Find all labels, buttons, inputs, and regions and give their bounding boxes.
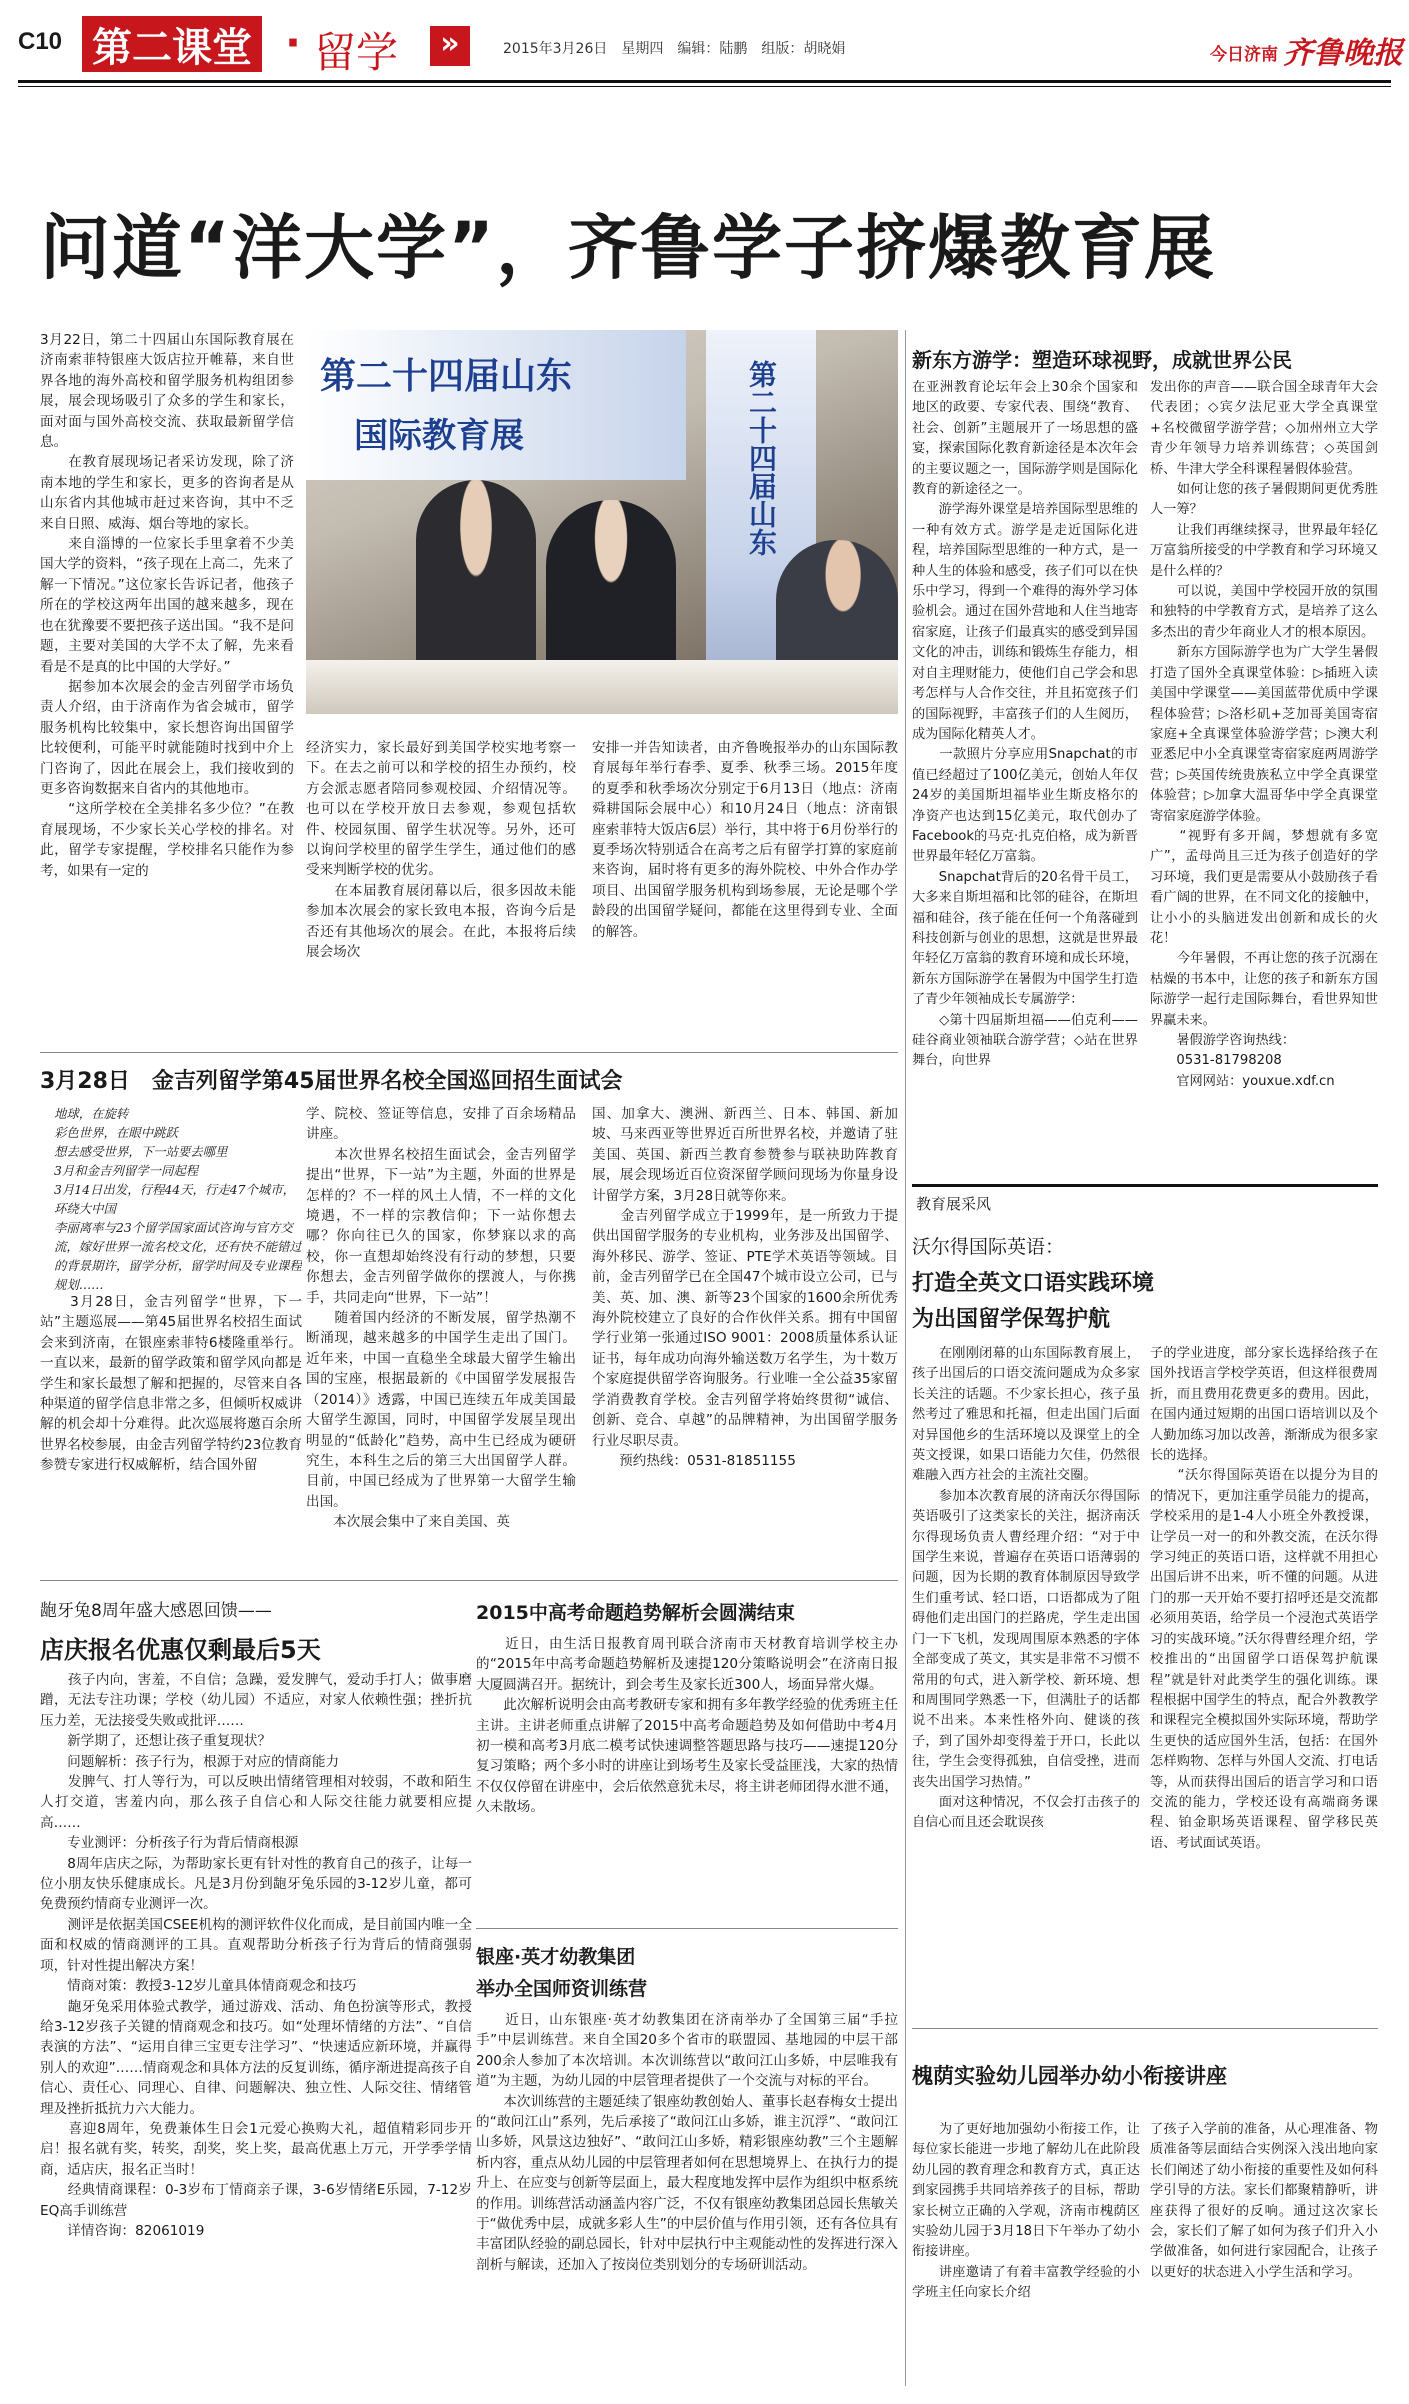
wall-title1: 打造全英文口语实践环境	[912, 1271, 1155, 1296]
jjl-col1: 3月28日，金吉列留学“世界，下一站”主题巡展——第45届世界名校招生面试会来到济南，在银座索菲特6楼隆重举行。一直以来，最新的留学政策和留学风向都是学生和家长最想了解和把握的，尽管来自各种渠道的留学信息非常之多，但倾听权威讲解的机会却十分难得。此次巡展将邀百余所世界名校参展，由金吉列留学特约23位教育参赞专家进行权威解析，结合国外留	[40, 1294, 302, 1474]
baya-kicker: 龅牙兔8周年盛大感恩回馈——	[40, 1601, 272, 1621]
yinzuo-rule	[476, 1928, 898, 1929]
photo-table	[306, 660, 898, 714]
baya-title: 店庆报名优惠仅剩最后5天	[40, 1636, 321, 1664]
jiaoyu-label-box	[912, 1184, 1378, 1214]
date-line: 2015年3月26日 星期四 编辑：陆鹏 组版：胡晓娟	[503, 41, 846, 57]
brand-logo: 齐鲁晚报	[1283, 36, 1403, 71]
jjl-poem: 地球，在旋转 彩色世界，在眼中跳跃 想去感受世界，下一站要去哪里 3月和金吉列留学一同起程 3月14日出发，行程44天，行走47个城市，环绕大中国 李丽离率与23个留学国家面试咨询与官方交流，嫁好世界一流名校文化，还有快不能错过的背景期许，留学分析，留学时间及专业课程规划……	[54, 1106, 302, 1292]
huaiyin-title: 槐荫实验幼儿园举办幼小衔接讲座	[912, 2064, 1227, 2088]
banner-right-text: 第二十四届山东	[745, 360, 778, 556]
main-headline: 问道“洋大学”，齐鲁学子挤爆教育展	[40, 207, 1217, 289]
gaokao-title: 2015中高考命题趋势解析会圆满结束	[476, 1602, 795, 1624]
wall-col1: 在刚刚闭幕的山东国际教育展上，孩子出国后的口语交流问题成为众多家长关注的话题。不少家长担心，孩子虽然考过了雅思和托福，但走出国门后面对异国他乡的生活环境以及课堂上的全英文授课，如果口语能力欠佳，仍然很难融入西方社会的主流社交圈。 参加本次教育展的济南沃尔得国际英语吸引了这类家长的关注，据济南沃尔得现场负责人曹经理介绍：“对于中国学生来说，普遍存在英语口语薄弱的问题，因为长期的教育体制原因导致学生们重考试、轻口语，口语都成为了阻碍他们走出国门的拦路虎，学生走出国门一下飞机，发现周围原本熟悉的字体全部变成了英文，其实是非常不习惯不常用的句式，进入新学校、新环境、想和周围同学熟悉一下，但满肚子的话都说不出来。本来性格外向、健谈的孩子，到了国外却变得羞于开口，长此以往，学生会变得孤独，自信受挫，进而丧失出国学习热情。” 面对这种情况，不仅会打击孩子的自信心而且还会耽误孩	[912, 1346, 1140, 1831]
wall-title2: 为出国留学保驾护航	[912, 1307, 1111, 1332]
article1-col2: 经济实力，家长最好到美国学校实地考察一下。在去之前可以和学校的招生办预约，校方会派志愿者陪同参观校园、介绍情况等。也可以在学校开放日去参观，参观包括软件、校园氛围、留学生状况等。另外，还可以询问学校里的留学生学生，通过他们的感受来判断学校的优劣。 在本届教育展闭幕以后，很多因故未能参加本次展会的家长致电本报，咨询今后是否还有其他场次的展会。在此，本报将后续展会场次	[306, 740, 576, 961]
photo-banner	[306, 330, 686, 480]
masthead	[0, 0, 1409, 92]
huaiyin-rule	[912, 2028, 1378, 2029]
wall-col2: 子的学业进度，部分家长选择给孩子在国外找语言学校学英语，但这样很费周折，而且费用花费更多的费用。因此，在国内通过短期的出国口语培训以及个人勤加练习加以改善，渐渐成为很多家长的选择。 “沃尔得国际英语在以提分为目的的情况下，更加注重学员能力的提高，学校采用的是1-4人小班全外教授课，让学员一对一的和外教交流，在沃尔得学习纯正的英语口语，这样就不用担心出国后讲不出来，听不懂的问题。从进门的那一天开始不要打招呼还是交流都必须用英语，给学员一个浸泡式英语学习的实战环境。”沃尔得曹经理介绍，学校推出的“出国留学口语保驾护航课程”就是针对此类学生的强化训练。课程根据中国学生的特点，配合外教教学和课程完全模拟国外实际环境，帮助学生更快的适应国外生活，包括：在国外怎样购物、怎样与外国人交流、打电话等，从而获得出国后的语言学习和口语交流的能力，学校还设有高端商务课程、铂金职场英语课程、留学移民英语、考试面试英语。	[1150, 1346, 1378, 1851]
page-number: C10	[18, 28, 63, 55]
baya-body: 孩子内向，害羞，不自信；急躁，爱发脾气，爱动手打人；做事磨蹭，无法专注功课；学校（幼儿园）不适应，对家人依赖性强；挫折抗压力差，无法接受失败或批评…… 新学期了，还想让孩子重复现状？ 问题解析：孩子行为，根源于对应的情商能力 发脾气、打人等行为，可以反映出情绪管理相对较弱，不敢和陌生人打交道，害羞内向，那么孩子自信心和人际交往能力就要相应提高…… 专业测评：分析孩子行为背后情商根源 8周年店庆之际，为帮助家长更有针对性的教育自己的孩子，让每一位小朋友快乐健康成长。凡是3月份到龅牙兔乐园的3-12岁儿童，都可免费预约情商专业测评一次。 测评是依据美国CSEE机构的测评软件仪化而成，是目前国内唯一全面和权威的情商测评的工具。直观帮助分析孩子行为背后的情商强弱项，针对性提出解决方案！ 情商对策：教授3-12岁儿童具体情商观念和技巧 龅牙兔采用体验式教学，通过游戏、活动、角色扮演等形式，教授给3-12岁孩子关键的情商观念和技巧。如“处理坏情绪的方法”、“自信表演的方法”、“运用自律三宝更专注学习”、“快速适应新环境，并赢得别人的欢迎”……情商观念和具体方法的反复训练，循序渐进提高孩子自信心、责任心、同理心、自律、问题解决、独立性、人际交往、情绪管理及挫折抵抗力六大能力。 喜迎8周年，免费兼体生日会1元爱心换购大礼，超值精彩同步开启！报名就有奖，转奖，刮奖，奖上奖，最高优惠上万元，开学季学情商，适店庆，报名正当时！ 经典情商课程：0-3岁布丁情商亲子课，3-6岁情绪E乐园，7-12岁EQ高手训练营 详情咨询：82061019	[40, 1672, 472, 2239]
jjl-col3: 国、加拿大、澳洲、新西兰、日本、韩国、新加坡、马来西亚等世界近百所世界名校，并邀请了驻美国、英国、新西兰教育参赞参与联袂助阵教育展，展会现场近百位资深留学顾问现场为你量身设计留学方案，3月28日就等你来。 金吉列留学成立于1999年，是一所致力于提供出国留学服务的专业机构，业务涉及出国留学、海外移民、游学、签证、PTE学术英语等领域。目前，金吉列留学已在全国47个城市设立公司，已与美、英、加、澳、新等23个国家的1600余所优秀海外院校建立了良好的合作伙伴关系。拥有中国留学行业第一张通过ISO 9001：2008质量体系认证证书，每年成功向海外输送数万名学生，为十数万个家庭提供留学咨询服务。行业唯一全公益35家留学消费教育学校。金吉列留学将始终贯彻“诚信、创新、竞合、卓越”的品牌精神，为出国留学服务行业尽职尽责。 预约热线：0531-81851155	[592, 1106, 898, 1469]
banner-line1: 第二十四届山东	[320, 356, 573, 397]
arrow-icon: »	[430, 26, 470, 66]
article1-col3: 安排一并告知读者，由齐鲁晚报举办的山东国际教育展每年举行春季、夏季、秋季三场。2015年度的夏季和秋季场次分别定于6月13日（地点：济南舜耕国际会展中心）和10月24日（地点：济南银座索菲特大饭店6层）举行，其中将于6月份举行的夏季场次特别适合在高考之后有留学打算的家庭前来咨询，届时将有更多的海外院校、中外合作办学项目、出国留学服务机构到场参展，无论是哪个学龄段的出国留学疑问，都能在这里得到专业、全面的解答。	[592, 740, 898, 940]
yinzuo-subtitle: 举办全国师资训练营	[476, 1978, 648, 2000]
huaiyin-col2: 了孩子入学前的准备，从心理准备、物质准备等层面结合实例深入浅出地向家长们阐述了幼小衔接的重要性及如何科学引导的方法。家长们都聚精静听，讲座获得了很好的反响。通过这次家长会，家长们了解了如何为孩子们升入小学做准备，如何进行家园配合，让孩子以更好的状态进入小学生活和学习。	[1150, 2122, 1378, 2280]
jiaoyu-label: 教育展采风	[916, 1195, 992, 1213]
yinzuo-body: 近日，山东银座·英才幼教集团在济南举办了全国第三届“手拉手”中层训练营。来自全国20多个省市的联盟园、基地园的中层干部200余人参加了本次培训。本次训练营以“敢问江山多娇，中层唯我有道”为主题，为幼儿园的中层管理者提供了一个交流与对标的平台。 本次训练营的主题延续了银座幼教创始人、董事长赵春梅女士提出的“敢问江山”系列，先后承接了“敢问江山多娇，谁主沉浮”、“敢问江山多娇，风景这边独好”、“敢问江山多娇，精彩银座幼教”三个主题解析内容，重点从幼儿园的中层管理者如何在思想境界上、在执行力的提升上、在应变与创新等层面上，最大程度地发挥中层作为组织中枢系统的作用。训练营活动涵盖内容广泛，不仅有银座幼教集团总园长焦敏关于“做优秀中层，成就多彩人生”的中层价值与作用引领，还有各位具有丰富团队经验的副总园长，针对中层执行中主观能动性的发挥进行深入剖析与解读，还加入了按岗位类别划分的专场研训活动。	[476, 2012, 898, 2273]
section-title: 第二课堂	[92, 24, 252, 71]
article1-col1: 3月22日，第二十四届山东国际教育展在济南索菲特银座大饭店拉开帷幕，来自世界各地的海外高校和留学服务机构组团参展，展会现场吸引了众多的学生和家长，面对面与国外高校交流、获取最新留学信息。 在教育展现场记者采访发现，除了济南本地的学生和家长，更多的咨询者是从山东省内其他城市赶过来咨询，其中不乏来自日照、威海、烟台等地的家长。 来自淄博的一位家长手里拿着不少美国大学的资料，“孩子现在上高二，先来了解一下情况。”这位家长告诉记者，他孩子所在的学校这两年出国的越来越多，现在也在犹豫要不要把孩子送出国。“我不是问题，主要对美国的大学不太了解，先来看看是不是真的比中国的大学好。” 据参加本次展会的金吉列留学市场负责人介绍，由于济南作为省会城市，留学服务机构比较集中，家长想咨询出国留学比较便利，可能平时就能随时找到中介上门咨询了，因此在展会上，我们接收到的更多咨询数据来自省内的其他地市。 “这所学校在全美排名多少位？”在教育展现场，不少家长关心学校的排名。对此，留学专家提醒，学校排名只能作为参考，如果有一定的	[40, 332, 294, 879]
xdf-col1: 在亚洲教育论坛年会上30余个国家和地区的政要、专家代表、围绕“教育、社会、创新”主题展开了一场思想的盛宴，探索国际化教育新途径是本次年会的主要议题之一，国际游学则是国际化教育的新途径之一。 游学海外课堂是培养国际型思维的一种有效方式。游学是走近国际化进程，培养国际型思维的一种方式，是一种人生的体验和感受，孩子们可以在快乐中学习，得到一个难得的海外学习体验机会。通过在国外营地和人住当地寄宿家庭，让孩子们最真实的感受到异国文化的冲击，训练和锻炼生存能力，相对自主理财能力，使他们自己学会和思考怎样与人合作交往，并且拓宽孩子们的国际视野，丰富孩子们的人生阅历，成为国际化精英人才。 一款照片分享应用Snapchat的市值已经超过了100亿美元，创始人年仅24岁的美国斯坦福毕业生斯皮格尔的净资产也达到15亿美元，取代创办了Facebook的马克·扎克伯格，成为新晋世界最年轻亿万富翁。 Snapchat背后的20名骨干员工，大多来自斯坦福和比邻的硅谷，在斯坦福和硅谷，孩子能在任何一个角落碰到科技创新与创业的思想，这就是世界最年轻亿万富翁的教育环境和成长环境，新东方国际游学在暑假为中国学生打造了青少年领袖成长专属游学： ◇第十四届斯坦福——伯克利——硅谷商业领袖联合游学营；◇站在世界舞台，向世界	[912, 380, 1138, 1069]
xdf-col2: 发出你的声音——联合国全球青年大会代表团；◇宾夕法尼亚大学全真课堂+名校微留学游学营；◇加州州立大学青少年领导力培养训练营；◇英国剑桥、牛津大学全科课程暑假体验营。 如何让您的孩子暑假期间更优秀胜人一筹？ 让我们再继续探寻，世界最年轻亿万富翁所接受的中学教育和学习环境又是什么样的？ 可以说，美国中学校园开放的氛围和独特的中学教育方式，是培养了这么多杰出的青少年商业人才的根本原因。 新东方国际游学也为广大学生暑假打造了国外全真课堂体验：▷插班入读美国中学课堂——美国蓝带优质中学课程体验营；▷洛杉矶+芝加哥美国寄宿家庭+全真课堂体验游学营；▷澳大利亚悉尼中小全真课堂寄宿家庭两周游学营；▷英国传统贵族私立中学全真课堂体验营；▷加拿大温哥华中学全真课堂寄宿家庭游学体验。 “视野有多开阔，梦想就有多宽广”，孟母尚且三迁为孩子创造好的学习环境，我们更是需要从小鼓励孩子看看广阔的世界，在不同文化的接触中，让小小的头脑迸发出创新和成长的火花！ 今年暑假，不再让您的孩子沉溺在枯燥的书本中，让您的孩子和新东方国际游学一起行走国际舞台，看世界知世界赢未来。 暑假游学咨询热线： 0531-81798208 官网网站：youxue.xdf.cn	[1150, 380, 1378, 1089]
masthead-rule-thin	[18, 86, 1391, 87]
exhibition-photo	[306, 330, 898, 714]
yinzuo-title: 银座·英才幼教集团	[476, 1946, 636, 1968]
wall-kicker: 沃尔得国际英语：	[912, 1236, 1065, 1258]
huaiyin-col1: 为了更好地加强幼小衔接工作，让每位家长能进一步地了解幼儿在此阶段幼儿园的教育理念和教育方式，真正达到家园携手共同培养孩子的目标，帮助家长树立正确的入学观，济南市槐荫区实验幼儿园于3月18日下午举办了幼小衔接讲座。 讲座邀请了有着丰富教学经验的小学班主任向家长介绍	[912, 2122, 1140, 2301]
divider-right-column	[905, 330, 906, 2386]
jjl-rule	[40, 1052, 898, 1053]
baya-rule	[40, 1580, 898, 1581]
banner-line2: 国际教育展	[354, 416, 524, 456]
xdf-title: 新东方游学：塑造环球视野，成就世界公民	[912, 348, 1292, 372]
section-subtitle: 留学	[314, 28, 399, 77]
section-title-box	[82, 16, 262, 72]
masthead-rule	[18, 80, 1391, 83]
section-dot: ·	[285, 18, 301, 67]
jjl-title: 3月28日 金吉列留学第45届世界名校全国巡回招生面试会	[40, 1069, 623, 1094]
brand-small: 今日济南	[1210, 45, 1278, 65]
jjl-col2: 学、院校、签证等信息，安排了百余场精品讲座。 本次世界名校招生面试会，金吉列留学提出“世界，下一站”为主题，外面的世界是怎样的？不一样的风土人情，不一样的文化境遇，不一样的宗教信仰；下一站你想去哪？你向往已久的国家，你梦寐以求的高校，你一直想却始终没有行动的梦想，只要你想去，金吉列留学做你的摆渡人，与你携手，共同走向“世界，下一站”！ 随着国内经济的不断发展，留学热潮不断涌现，越来越多的中国学生走出了国门。近年来，中国一直稳坐全球最大留学生输出国的宝座，根据最新的《中国留学发展报告（2014）》透露，中国已连续五年成美国最大留学生源国，同时，中国留学发展呈现出明显的“低龄化”趋势，高中生已经成为硬研究生，本科生之后的第三大出国留学人群。目前，中国已经成为了世界第一大留学生输出国。 本次展会集中了来自美国、英	[306, 1106, 576, 1531]
gaokao-body: 近日，由生活日报教育周刊联合济南市天材教育培训学校主办的“2015年中高考命题趋势解析及速提120分策略说明会”在济南日报大厦圆满召开。据统计，到会考生及家长近300人，场面异常火爆。 此次解析说明会由高考教研专家和拥有多年教学经验的优秀班主任主讲。主讲老师重点讲解了2015中高考命题趋势及如何借助中考4月初一模和高考3月底二模考试快速调整答题思路与技巧——速提120分复习策略；两个多小时的讲座让到场考生及家长受益匪浅，大家的热情不仅仅停留在讲座中，会后依然意犹未尽，将主讲老师团得水泄不通，久未散场。	[476, 1636, 898, 1816]
